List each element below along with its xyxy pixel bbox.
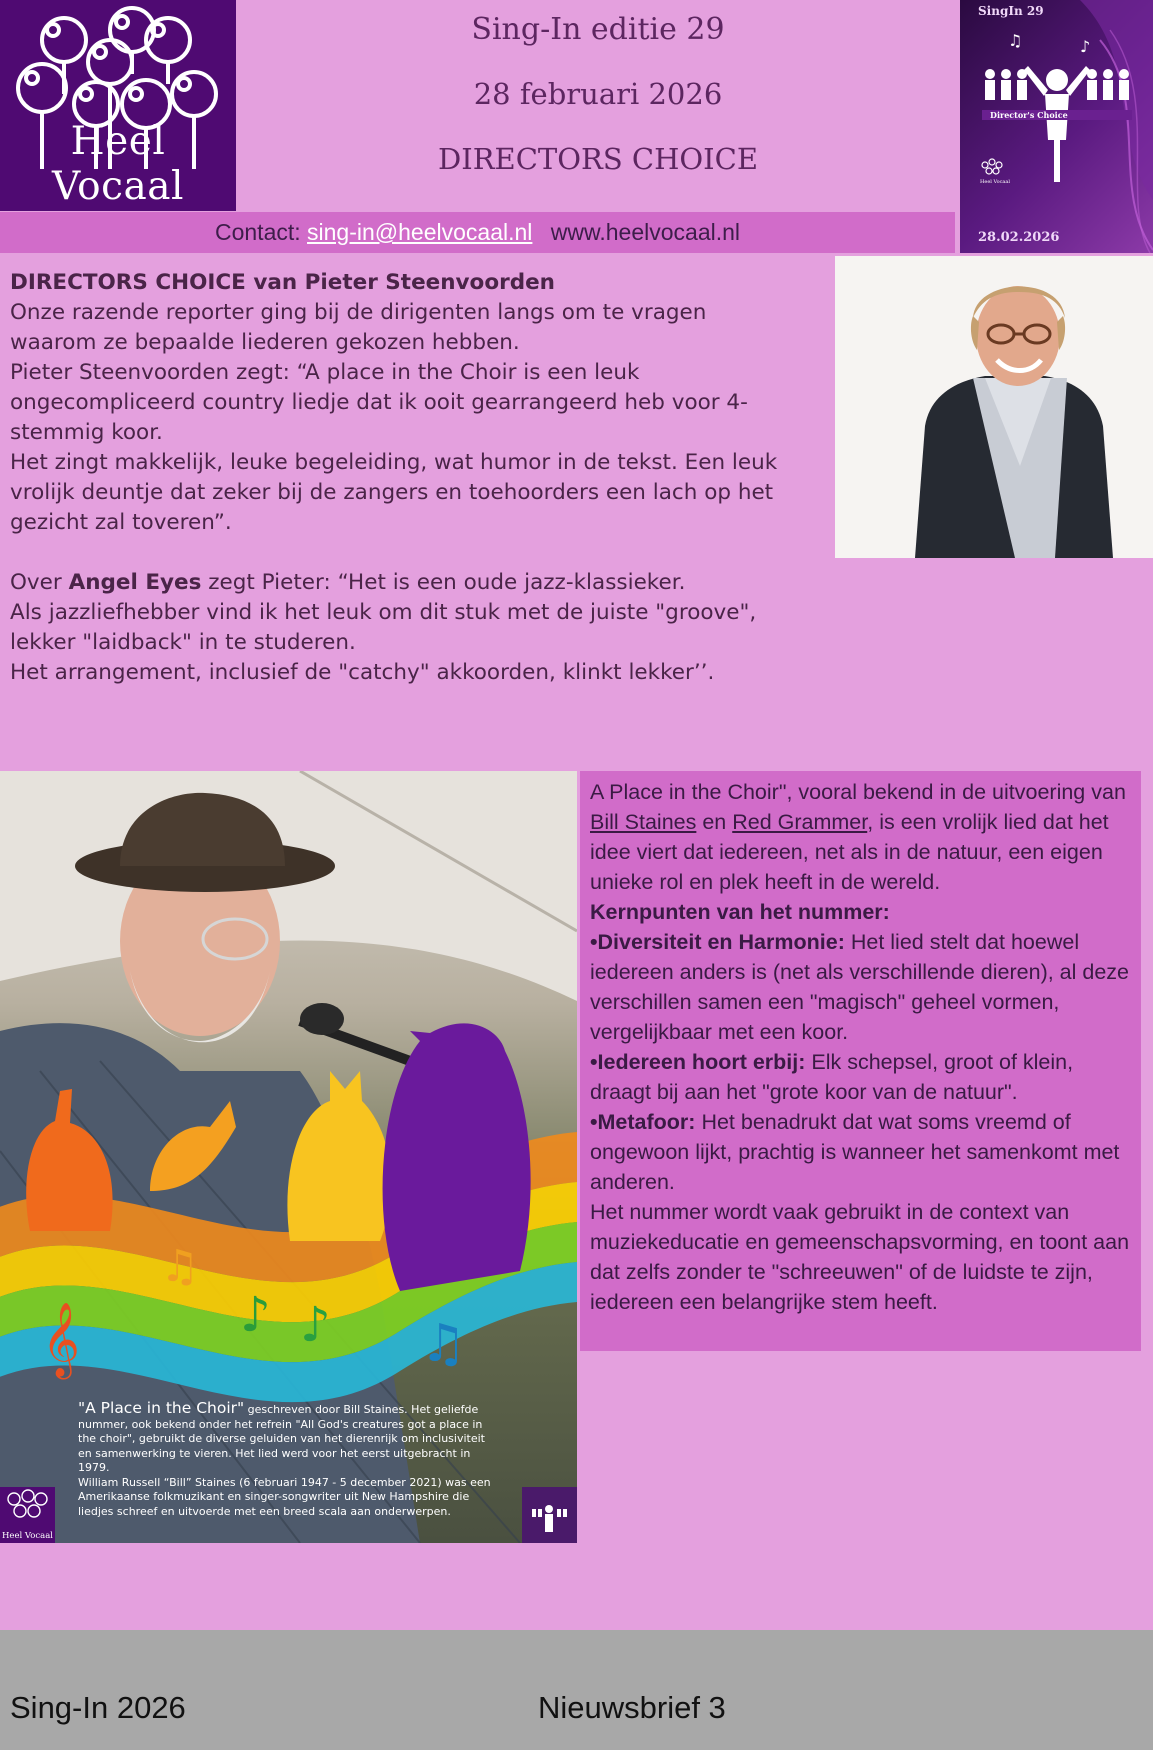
footer-newsletter: Nieuwsbrief 3 [538,1690,726,1725]
contact-email-link[interactable]: sing-in@heelvocaal.nl [307,219,533,245]
intro-paragraph: Onze razende reporter ging bij de dirigenten langs om te vragen waarom ze bepaalde liederen gekozen hebben. [10,300,707,355]
event-poster [960,0,1153,253]
song-illustration-card [0,771,577,1543]
song-closing: Het nummer wordt vaak gebruikt in de context van muziekeducatie en gemeenschapsvorming, en toont aan dat zelfs zonder te "schreeuwen" of de luidste te zijn, iedereen een belangrijke stem heeft. [590,1200,1130,1314]
portrait-illustration [835,256,1153,558]
event-date: 28 februari 2026 [473,77,723,111]
red-grammer-link[interactable]: Red Grammer [732,810,868,834]
key-point-item: •Diversiteit en Harmonie: Het lied stelt dat hoewel iedereen anders is (net als verschillende dieren), al deze verschillen samen een "magisch" geheel vormen, vergelijkbaar met een koor. [590,930,1130,1044]
key-point-item: •Metafoor: Het benadrukt dat wat soms vreemd of ongewoon lijkt, prachtig is wanneer het samenkomt met anderen. [590,1110,1120,1194]
svg-text:𝄞: 𝄞 [42,1303,80,1377]
song-description [580,771,1141,1351]
intro-paragraph: Pieter Steenvoorden zegt: “A place in the Choir is een leuk ongecompliceerd country liedje dat ik ooit gearrangeerd heb voor 4-stemmig koor. [10,360,748,445]
svg-text:♪: ♪ [1080,37,1091,56]
svg-text:♫: ♫ [160,1241,200,1292]
svg-text:♪: ♪ [240,1287,271,1343]
poster-small-logo: Heel Vocaal [980,179,1010,185]
theme-title: DIRECTORS CHOICE [437,142,758,176]
contact-bar [0,212,955,253]
intro-paragraph: Het arrangement, inclusief de "catchy" akkoorden, klinkt lekker’’. [10,660,715,685]
mini-poster-thumbnail [522,1487,577,1543]
edition-title: Sing-In editie 29 [471,12,725,47]
page-footer [0,1630,1153,1750]
photo-caption [78,1401,498,1519]
website-link[interactable]: www.heelvocaal.nl [550,219,741,245]
caption-bio: William Russell “Bill” Staines (6 februari 1947 - 5 december 2021) was een Amerikaanse folkmuzikant en singer-songwriter uit New Hampshire die liedjes schreef en uitvoerde met een breed scala aan onderwerpen. [78,1475,491,1518]
svg-text:♫: ♫ [1008,31,1023,50]
poster-artwork [960,0,1153,253]
mini-logo-text: Heel Vocaal [2,1531,53,1541]
poster-edition: SingIn 29 [978,4,1044,18]
heel-vocaal-logo [0,0,236,211]
mini-director-icon [522,1487,577,1543]
poster-date: 28.02.2026 [978,230,1060,245]
song-name-angel-eyes: Angel Eyes [68,570,202,595]
key-points-heading: Kernpunten van het nummer: [590,900,890,924]
mini-heel-vocaal-logo [0,1487,55,1543]
svg-text:♪: ♪ [300,1297,331,1353]
caption-text: geschreven door Bill Staines. Het geliefde nummer, ook bekend onder het refrein "All God's creatures got a place in the choir", gebruikt de diverse geluiden van het dierenrijk om inclusiviteit en samenwerking te vieren. Het lied werd voor het eerst uitgebracht in 1979. [78,1403,485,1474]
contact-label: Contact: [214,219,301,245]
footer-event: Sing-In 2026 [10,1690,186,1725]
song-intro: A Place in the Choir", vooral bekend in de uitvoering van Bill Staines en Red Grammer, is een vrolijk lied dat het idee viert dat iedereen, net als in de natuur, een eigen unieke rol en plek heeft in de wereld. [590,780,1126,894]
svg-text:♫: ♫ [420,1314,467,1374]
caption-title: "A Place in the Choir" [78,1399,245,1417]
angel-eyes-paragraph: Over Angel Eyes zegt Pieter: “Het is een oude jazz-klassieker. [10,570,686,595]
page-header [236,0,960,212]
intro-paragraph: Het zingt makkelijk, leuke begeleiding, wat humor in de tekst. Een leuk vrolijk deuntje dat zeker bij de zangers en toehoorders een lach op het gezicht zal toveren”. [10,450,778,535]
intro-article [10,268,790,688]
logo-wordmark: Heel Vocaal [52,119,184,209]
poster-banner-text: Director's Choice [990,110,1068,120]
key-point-item: •Iedereen hoort erbij: Elk schepsel, groot of klein, draagt bij aan het "grote koor van de natuur". [590,1050,1074,1104]
bill-staines-link[interactable]: Bill Staines [590,810,697,834]
portrait-photo [835,256,1153,558]
intro-paragraph: Als jazzliefhebber vind ik het leuk om dit stuk met de juiste "groove", lekker "laidback" in te studeren. [10,600,757,655]
intro-heading: DIRECTORS CHOICE van Pieter Steenvoorden [10,270,555,295]
mini-choir-icon [0,1487,55,1527]
